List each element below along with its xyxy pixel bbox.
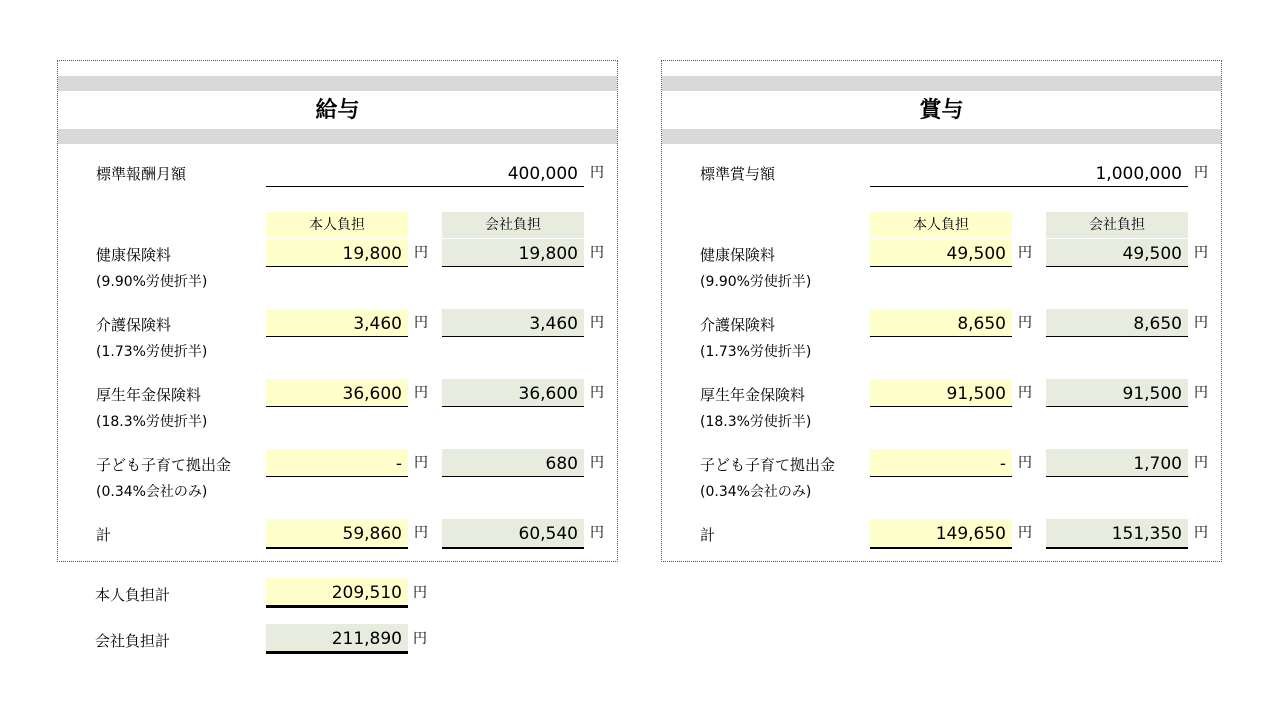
title-band-bottom bbox=[58, 129, 617, 144]
nursing-insurance-company[interactable]: 3,460 bbox=[442, 309, 584, 337]
unit-label: 円 bbox=[1194, 385, 1208, 401]
pension-insurance-label: 厚生年金保険料 bbox=[700, 386, 806, 404]
bonus-title: 賞与 bbox=[919, 97, 964, 123]
pension-insurance-self[interactable]: 91,500 bbox=[870, 379, 1012, 407]
header-company: 会社負担 bbox=[1046, 212, 1188, 238]
self-total-value[interactable]: 209,510 bbox=[266, 578, 408, 608]
subtotal-self[interactable]: 59,860 bbox=[266, 519, 408, 549]
unit-label: 円 bbox=[413, 585, 427, 601]
subtotal-company[interactable]: 60,540 bbox=[442, 519, 584, 549]
subtotal-label: 計 bbox=[96, 526, 112, 544]
header-self: 本人負担 bbox=[870, 212, 1012, 238]
header-company: 会社負担 bbox=[442, 212, 584, 238]
nursing-insurance-self[interactable]: 3,460 bbox=[266, 309, 408, 337]
subtotal-self[interactable]: 149,650 bbox=[870, 519, 1012, 549]
child-contribution-label: 子ども子育て拠出金 bbox=[96, 456, 232, 474]
health-insurance-label: 健康保険料 bbox=[96, 246, 172, 264]
unit-label: 円 bbox=[590, 385, 604, 401]
unit-label: 円 bbox=[590, 455, 604, 471]
nursing-insurance-rate: (1.73%労使折半) bbox=[700, 344, 812, 360]
child-contribution-rate: (0.34%会社のみ) bbox=[700, 484, 812, 500]
standard-monthly-value[interactable]: 400,000 bbox=[266, 161, 584, 187]
pension-insurance-rate: (18.3%労使折半) bbox=[700, 414, 812, 430]
health-insurance-company[interactable]: 19,800 bbox=[442, 239, 584, 267]
unit-label: 円 bbox=[1194, 245, 1208, 261]
nursing-insurance-rate: (1.73%労使折半) bbox=[96, 344, 208, 360]
health-insurance-self[interactable]: 49,500 bbox=[870, 239, 1012, 267]
pension-insurance-self[interactable]: 36,600 bbox=[266, 379, 408, 407]
nursing-insurance-label: 介護保険料 bbox=[700, 316, 776, 334]
unit-label: 円 bbox=[414, 455, 428, 471]
unit-label: 円 bbox=[1018, 315, 1032, 331]
pension-insurance-rate: (18.3%労使折半) bbox=[96, 414, 208, 430]
unit-label: 円 bbox=[590, 315, 604, 331]
header-self: 本人負担 bbox=[266, 212, 408, 238]
self-total-label: 本人負担計 bbox=[95, 586, 171, 604]
unit-label: 円 bbox=[414, 315, 428, 331]
subtotal-company[interactable]: 151,350 bbox=[1046, 519, 1188, 549]
unit-label: 円 bbox=[590, 165, 604, 181]
unit-label: 円 bbox=[414, 525, 428, 541]
unit-label: 円 bbox=[1194, 525, 1208, 541]
unit-label: 円 bbox=[413, 631, 427, 647]
subtotal-label: 計 bbox=[700, 526, 716, 544]
company-total-value[interactable]: 211,890 bbox=[266, 624, 408, 654]
unit-label: 円 bbox=[1194, 455, 1208, 471]
bonus-panel bbox=[661, 60, 1222, 562]
salary-title: 給与 bbox=[315, 97, 360, 123]
unit-label: 円 bbox=[1018, 245, 1032, 261]
child-contribution-company[interactable]: 1,700 bbox=[1046, 449, 1188, 477]
unit-label: 円 bbox=[1018, 525, 1032, 541]
health-insurance-rate: (9.90%労使折半) bbox=[96, 274, 208, 290]
unit-label: 円 bbox=[1018, 455, 1032, 471]
pension-insurance-label: 厚生年金保険料 bbox=[96, 386, 202, 404]
standard-monthly-label: 標準報酬月額 bbox=[96, 165, 187, 183]
unit-label: 円 bbox=[590, 525, 604, 541]
standard-bonus-value[interactable]: 1,000,000 bbox=[870, 161, 1188, 187]
child-contribution-label: 子ども子育て拠出金 bbox=[700, 456, 836, 474]
company-total-label: 会社負担計 bbox=[95, 632, 171, 650]
nursing-insurance-self[interactable]: 8,650 bbox=[870, 309, 1012, 337]
unit-label: 円 bbox=[590, 245, 604, 261]
unit-label: 円 bbox=[1018, 385, 1032, 401]
health-insurance-rate: (9.90%労使折半) bbox=[700, 274, 812, 290]
title-band-top bbox=[58, 76, 617, 91]
title-band-bottom bbox=[662, 129, 1221, 144]
nursing-insurance-label: 介護保険料 bbox=[96, 316, 172, 334]
unit-label: 円 bbox=[414, 385, 428, 401]
title-band-top bbox=[662, 76, 1221, 91]
health-insurance-company[interactable]: 49,500 bbox=[1046, 239, 1188, 267]
nursing-insurance-company[interactable]: 8,650 bbox=[1046, 309, 1188, 337]
child-contribution-self[interactable]: - bbox=[870, 449, 1012, 477]
unit-label: 円 bbox=[1194, 315, 1208, 331]
child-contribution-company[interactable]: 680 bbox=[442, 449, 584, 477]
unit-label: 円 bbox=[1194, 165, 1208, 181]
health-insurance-label: 健康保険料 bbox=[700, 246, 776, 264]
unit-label: 円 bbox=[414, 245, 428, 261]
salary-panel bbox=[57, 60, 618, 562]
pension-insurance-company[interactable]: 91,500 bbox=[1046, 379, 1188, 407]
pension-insurance-company[interactable]: 36,600 bbox=[442, 379, 584, 407]
health-insurance-self[interactable]: 19,800 bbox=[266, 239, 408, 267]
child-contribution-rate: (0.34%会社のみ) bbox=[96, 484, 208, 500]
child-contribution-self[interactable]: - bbox=[266, 449, 408, 477]
standard-bonus-label: 標準賞与額 bbox=[700, 165, 776, 183]
